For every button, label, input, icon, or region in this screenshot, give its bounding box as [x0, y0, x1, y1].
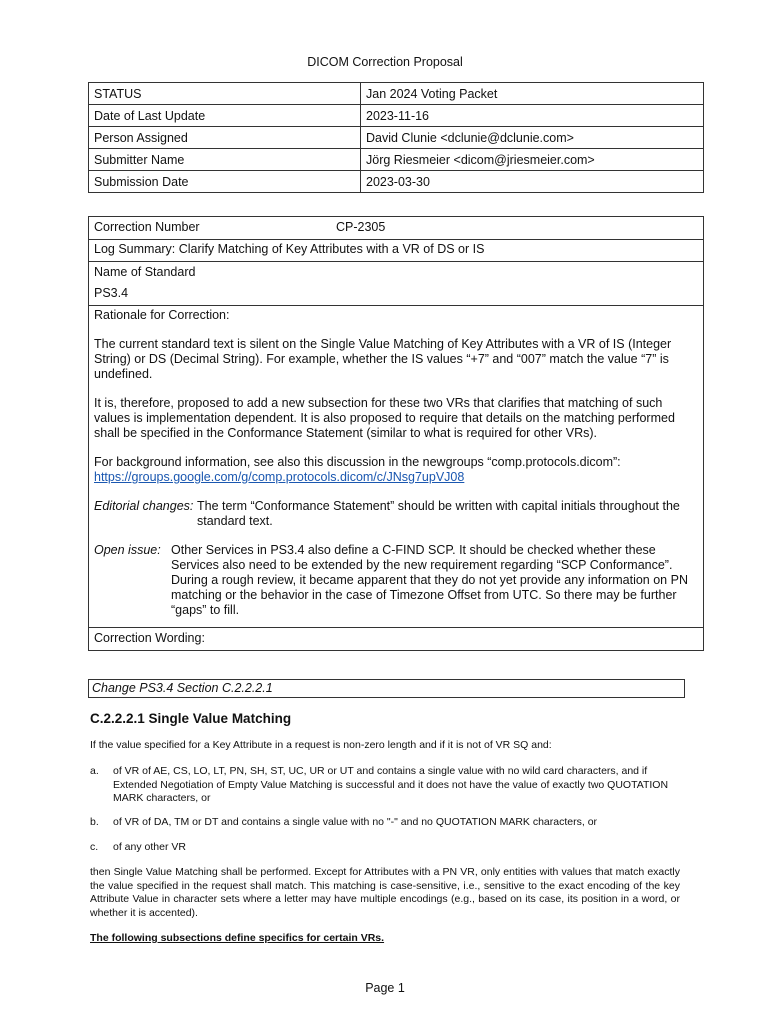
- standard-row: [89, 262, 703, 306]
- submitter-value: Jörg Riesmeier <dicom@jriesmeier.com>: [361, 149, 704, 171]
- correction-number-label: Correction Number: [94, 220, 200, 234]
- correction-wording-row: Correction Wording:: [94, 631, 205, 645]
- intro-paragraph: If the value specified for a Key Attribute in a request is non-zero length and if it is not of VR SQ and:: [90, 739, 552, 751]
- rationale-label: Rationale for Correction:: [94, 308, 230, 322]
- list-marker: b.: [90, 816, 99, 828]
- table-row: [89, 83, 704, 105]
- submission-date-label: Submission Date: [89, 171, 361, 193]
- list-item: [90, 765, 680, 806]
- page-number: Page 1: [365, 981, 405, 995]
- last-update-value: 2023-11-16: [361, 105, 704, 127]
- correction-number-value: CP-2305: [336, 220, 386, 234]
- editorial-changes: [94, 499, 698, 529]
- open-issue-label: Open issue:: [94, 543, 161, 557]
- rationale-paragraph-1: The current standard text is silent on the Single Value Matching of Key Attributes with a VR of IS (Integer String) or DS (Decimal String). For example, whether the IS values “+7” and “007” match the value “7” is undefined.: [94, 337, 672, 381]
- discussion-link[interactable]: https://groups.google.com/g/comp.protocols.dicom/c/JNsg7upVJ08: [94, 470, 465, 484]
- matching-paragraph: then Single Value Matching shall be performed. Except for Attributes with a PN VR, only entities with values that match exactly the value specified in the request shall match. This matching is case-sensitive, i.e., sensitive to the exact encoding of the key Attribute Value in character sets where a letter may have multiple encodings (e.g., based on its case, its position in a word, or whether it is accented).: [90, 866, 680, 919]
- rationale-paragraph-3: For background information, see also this discussion in the newgroups “comp.protocols.dicom”:: [94, 455, 621, 469]
- list-marker: a.: [90, 765, 99, 777]
- table-row: [89, 171, 704, 193]
- correction-number-row: [89, 217, 703, 240]
- open-issue: [94, 543, 698, 618]
- section-heading: C.2.2.2.1 Single Value Matching: [90, 711, 292, 726]
- list-item: [90, 841, 680, 855]
- log-summary-row: Log Summary: Clarify Matching of Key Attributes with a VR of DS or IS: [89, 240, 703, 262]
- editorial-changes-label: Editorial changes:: [94, 499, 194, 513]
- open-issue-text: Other Services in PS3.4 also define a C-FIND SCP. It should be checked whether these Services also need to be extended by the new requirement regarding “SCP Conformance”. During a rough review, it became apparent that they do not yet provide any information on PN matching or the behavior in the case of Timezone Offset from UTC. So there may be further “gaps” to fill.: [171, 543, 688, 617]
- following-subsections-note: The following subsections define specifics for certain VRs.: [90, 932, 385, 944]
- submission-date-value: 2023-03-30: [361, 171, 704, 193]
- status-label: STATUS: [89, 83, 361, 105]
- table-row: [89, 149, 704, 171]
- correction-box: [88, 216, 704, 651]
- table-row: [89, 127, 704, 149]
- list-marker: c.: [90, 841, 99, 853]
- rationale-paragraph-2: It is, therefore, proposed to add a new subsection for these two VRs that clarifies that matching of such values is implementation dependent. It is also proposed to require that details on the matching performed shall be specified in the Conformance Statement (similar to what is required for other VRs).: [94, 396, 675, 440]
- submitter-label: Submitter Name: [89, 149, 361, 171]
- list-text: of VR of DA, TM or DT and contains a single value with no "-" and no QUOTATION MARK characters, or: [113, 816, 598, 828]
- person-assigned-value: David Clunie <dclunie@dclunie.com>: [361, 127, 704, 149]
- standard-value: PS3.4: [94, 286, 129, 300]
- list-text: of any other VR: [113, 841, 186, 853]
- list-item: [90, 816, 680, 830]
- metadata-table: [88, 82, 704, 193]
- list-text: of VR of AE, CS, LO, LT, PN, SH, ST, UC, UR or UT and contains a single value with no wild card characters, and if Extended Negotiation of Empty Value Matching is successful and it does not have the value of exactly two QUOTATION MARK characters, or: [113, 765, 669, 804]
- table-row: [89, 105, 704, 127]
- change-instruction: Change PS3.4 Section C.2.2.2.1: [88, 679, 685, 698]
- rationale-row: [89, 306, 703, 628]
- standard-label: Name of Standard: [94, 265, 196, 279]
- status-value: Jan 2024 Voting Packet: [361, 83, 704, 105]
- editorial-changes-text: The term “Conformance Statement” should be written with capital initials throughout the standard text.: [197, 499, 680, 528]
- person-assigned-label: Person Assigned: [89, 127, 361, 149]
- last-update-label: Date of Last Update: [89, 105, 361, 127]
- document-title: DICOM Correction Proposal: [307, 55, 463, 69]
